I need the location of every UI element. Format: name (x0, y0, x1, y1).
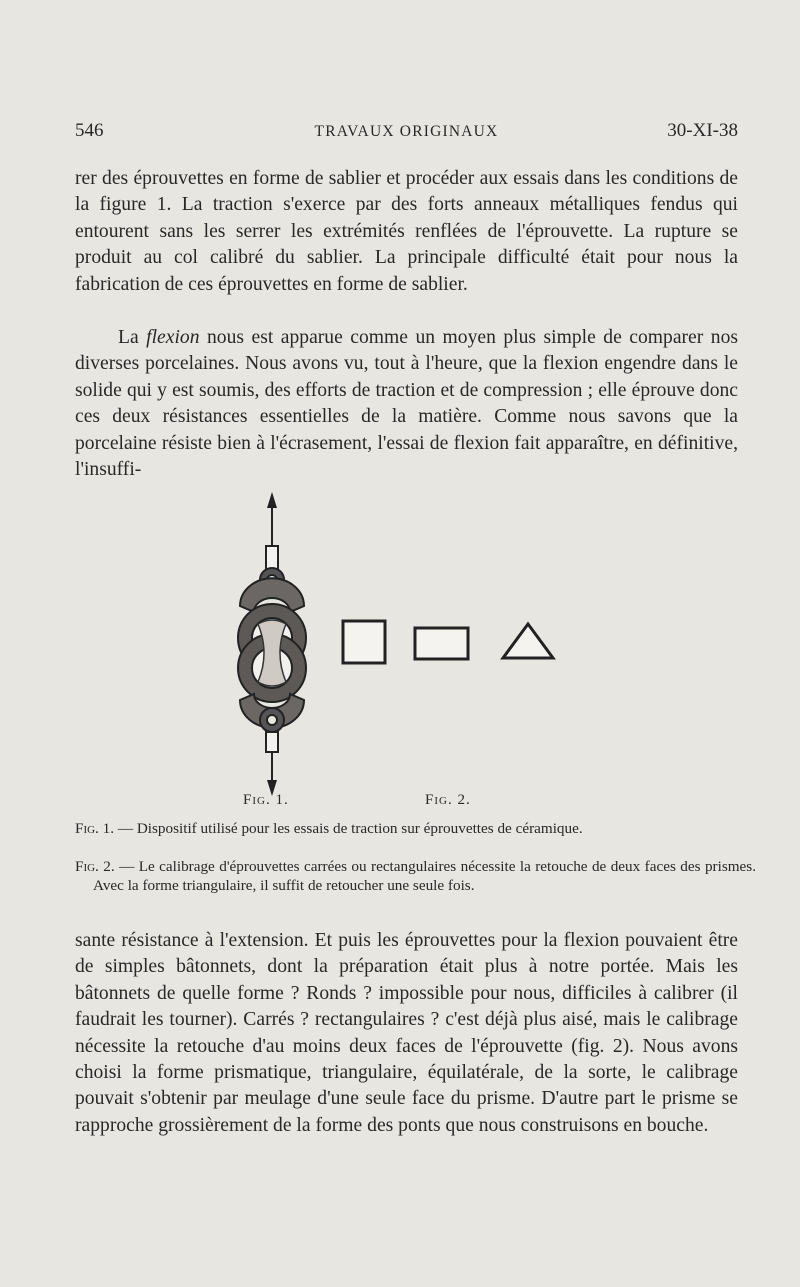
figure-2-label: Fig. 2. (425, 792, 471, 808)
traction-apparatus (238, 492, 306, 796)
paragraph-1: rer des éprouvettes en forme de sablier et procéder aux essais dans les conditions de la figure 1. La traction s'exerce par des forts anneaux métalliques fendus qui entourent sans les serrer les extrémités renflées de l'éprouvette. La rupture se produit au col calibré du sablier. La principale difficulté était pour nous la fabrication de ces éprouvettes en forme de sablier. (75, 168, 738, 295)
figure-illustration (230, 488, 570, 800)
specimen-sections (343, 621, 553, 663)
square-section (343, 621, 385, 663)
paragraph-2: La flexion nous est apparue comme un moyen plus simple de comparer nos diverses porcelaines. Nous avons vu, tout à l'heure, que la flexion engendre dans le solide qui y est soumis, des efforts de traction et de compression ; elle éprouve donc ces deux résistances essentielles de la matière. Comme nous savons que la porcelaine résiste bien à l'écrasement, l'essai de flexion fait apparaître, en définitive, l'insuffi- (75, 327, 738, 481)
emphasis-flexion: flexion (146, 327, 200, 348)
page-number: 546 (75, 120, 104, 141)
caption-figure-1: Fig. 1. — Dispositif utilisé pour les essais de traction sur éprouvettes de céramique. (75, 820, 583, 837)
header-date: 30-XI-38 (667, 120, 738, 141)
triangle-section (503, 624, 553, 658)
running-title: TRAVAUX ORIGINAUX (314, 123, 499, 140)
running-header (75, 120, 738, 150)
caption-figure-2: Fig. 2. — Le calibrage d'éprouvettes carrées ou rectangulaires nécessite la retouche de deux faces des prismes. Avec la forme triangulaire, il suffit de retoucher une seule fois. (75, 858, 756, 894)
figure-1-label: Fig. 1. (243, 792, 289, 808)
rectangle-section (415, 628, 468, 659)
paragraph-3: sante résistance à l'extension. Et puis les éprouvettes pour la flexion pouvaient être de simples bâtonnets, dont la préparation était plus à notre portée. Mais les bâtonnets de quelle forme ? Ronds ? impossible pour nous, difficiles à calibrer (il faudrait les tourner). Carrés ? rectangulaires ? c'est déjà plus aisé, mais le calibrage nécessite la retouche d'au moins deux faces de l'éprouvette (fig. 2). Nous avons choisi la forme prismatique, triangulaire, équilatérale, de la sorte, le calibrage pouvait s'obtenir par meulage d'une seule face du prisme. D'autre part le prisme se rapproche grossièrement de la forme des ponts que nous construisons en bouche. (75, 930, 738, 1136)
